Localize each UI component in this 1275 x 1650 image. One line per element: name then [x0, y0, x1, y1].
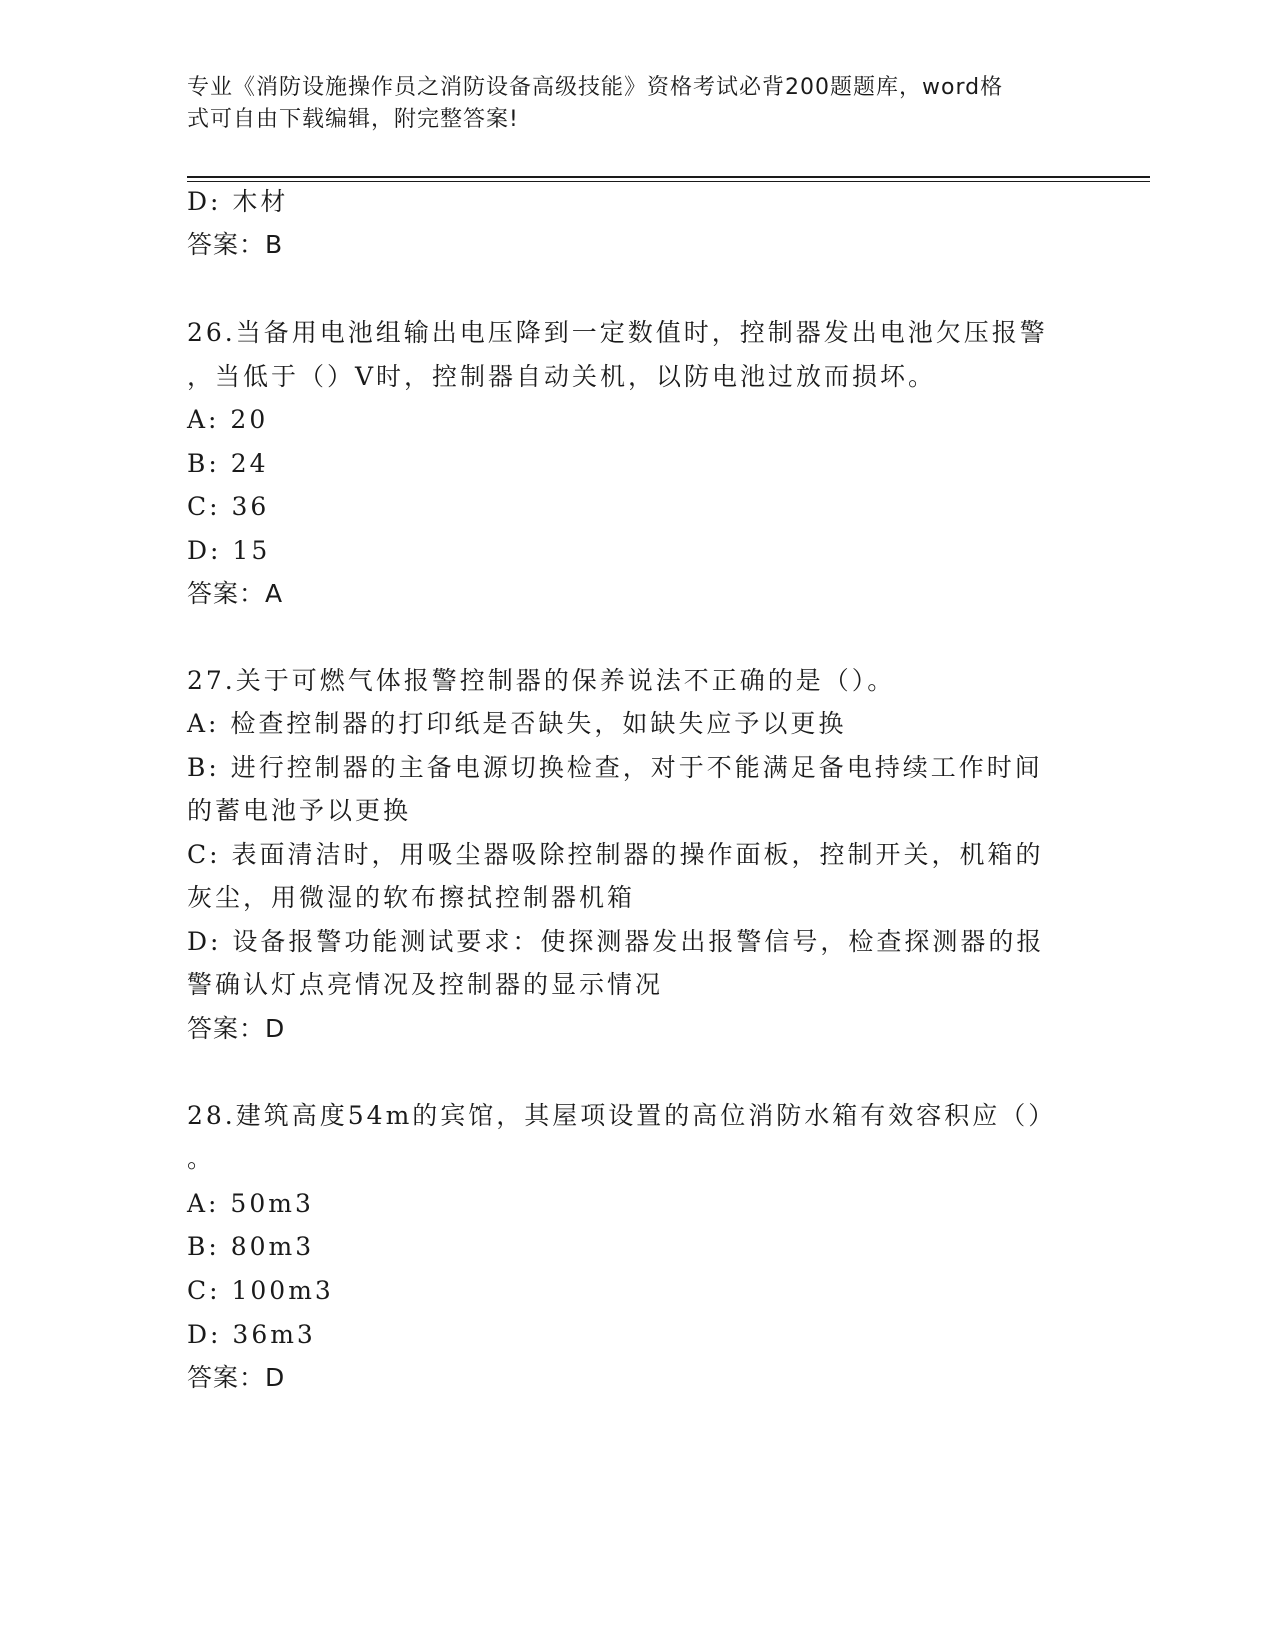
option-line: B: 24 [187, 449, 269, 478]
option-line: D: 36m3 [187, 1320, 316, 1349]
option-line: C: 表面清洁时，用吸尘器吸除控制器的操作面板，控制开关，机箱的 [187, 840, 1044, 869]
option-line: A: 检查控制器的打印纸是否缺失，如缺失应予以更换 [187, 709, 847, 738]
document-header [187, 72, 1067, 136]
option-line: D: 设备报警功能测试要求：使探测器发出报警信号，检查探测器的报 [187, 927, 1045, 956]
option-line: D: 木材 [187, 187, 289, 216]
answer-line: 答案：D [187, 1363, 286, 1392]
header-line-2: 式可自由下载编辑，附完整答案! [187, 107, 519, 132]
answer-line: 答案：D [187, 1014, 286, 1043]
question-line: 28.建筑高度54m的宾馆，其屋项设置的高位消防水箱有效容积应（） [187, 1101, 1057, 1130]
option-line: A: 50m3 [187, 1189, 314, 1218]
option-line: B: 80m3 [187, 1232, 315, 1261]
question-line: ，当低于（）V时，控制器自动关机，以防电池过放而损坏。 [187, 362, 937, 391]
header-line-1: 专业《消防设施操作员之消防设备高级技能》资格考试必背200题题库，word格 [187, 75, 1004, 100]
option-line: 警确认灯点亮情况及控制器的显示情况 [187, 970, 664, 999]
option-line: B: 进行控制器的主备电源切换检查，对于不能满足备电持续工作时间 [187, 753, 1043, 782]
answer-line: 答案：A [187, 579, 284, 608]
answer-line: 答案：B [187, 230, 284, 259]
option-line: A: 20 [187, 405, 269, 434]
header-divider-thick [187, 176, 1150, 178]
question-line: 。 [187, 1144, 216, 1173]
option-line: C: 100m3 [187, 1276, 334, 1305]
question-line: 27.关于可燃气体报警控制器的保养说法不正确的是（）。 [187, 666, 896, 695]
option-line: 的蓄电池予以更换 [187, 796, 412, 825]
option-line: D: 15 [187, 536, 271, 565]
question-line: 26.当备用电池组输出电压降到一定数值时，控制器发出电池欠压报警 [187, 318, 1048, 347]
option-line: C: 36 [187, 492, 270, 521]
header-divider-thin [187, 181, 1150, 182]
option-line: 灰尘，用微湿的软布擦拭控制器机箱 [187, 883, 636, 912]
